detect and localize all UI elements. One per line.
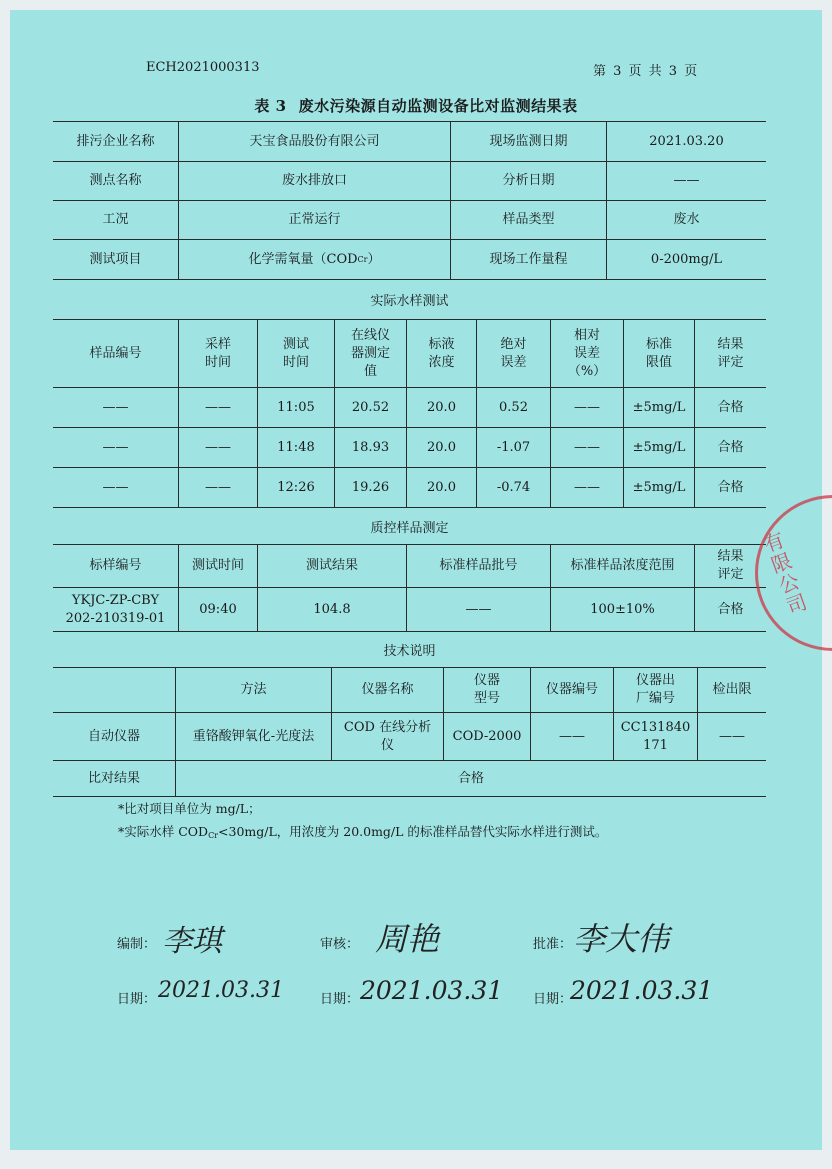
col-abs-error: 绝对 误差 <box>477 320 551 388</box>
cell: 19.26 <box>335 468 407 508</box>
reviewer-label: 审核： <box>320 937 360 952</box>
cell: 0.52 <box>477 388 551 428</box>
date-label-2: 日期： <box>320 992 360 1007</box>
cell: —— <box>551 388 624 428</box>
cell: —— <box>179 428 258 468</box>
label-test-item: 测试项目 <box>53 240 179 280</box>
value-test-item <box>179 240 451 280</box>
label-analysis-date: 分析日期 <box>451 162 607 201</box>
cell: 20.0 <box>407 388 477 428</box>
page-info: 第 3 页 共 3 页 <box>593 64 698 79</box>
approver-label: 批准： <box>533 937 573 952</box>
table-number: 表 3 <box>254 97 287 115</box>
cell: 100±10% <box>551 588 695 632</box>
date-label-3: 日期： <box>533 992 573 1007</box>
compiler-signature: 李琪 <box>162 924 222 959</box>
cell: YKJC-ZP-CBY 202-210319-01 <box>53 588 179 632</box>
col-limit: 标准 限值 <box>624 320 695 388</box>
info-row <box>53 122 766 162</box>
info-row <box>53 240 766 280</box>
cell: —— <box>179 468 258 508</box>
col-sample-id: 样品编号 <box>53 320 179 388</box>
test-item-text: 化学需氧量（COD <box>248 251 358 267</box>
cell: —— <box>698 713 766 761</box>
cell: —— <box>407 588 551 632</box>
note-unit: *比对项目单位为 mg/L； <box>118 801 261 816</box>
approver-signature: 李大伟 <box>573 920 670 958</box>
info-row <box>53 201 766 240</box>
cell: ±5mg/L <box>624 388 695 428</box>
cell: 合格 <box>695 468 766 508</box>
table-row <box>53 588 766 632</box>
col-factory-no: 仪器出 厂编号 <box>614 668 698 713</box>
test-item-subscript: Cr <box>357 254 368 264</box>
cell: —— <box>551 428 624 468</box>
compiler-label: 编制： <box>117 937 157 952</box>
cell: 20.52 <box>335 388 407 428</box>
section-qc-title: 质控样品测定 <box>53 508 766 545</box>
col-inst-no: 仪器编号 <box>531 668 614 713</box>
value-point: 废水排放口 <box>179 162 451 201</box>
label-site-date: 现场监测日期 <box>451 122 607 162</box>
cell: —— <box>551 468 624 508</box>
note-subscript: Cr <box>208 831 219 840</box>
cell: COD 在线分析 仪 <box>332 713 444 761</box>
reviewer-signature: 周艳 <box>375 920 440 958</box>
col-qc-eval: 结果 评定 <box>695 545 766 588</box>
cell: 12:26 <box>258 468 335 508</box>
date-1: 2021.03.31 <box>158 978 284 1003</box>
table-title-text: 废水污染源自动监测设备比对监测结果表 <box>298 97 578 115</box>
label-range: 现场工作量程 <box>451 240 607 280</box>
cell: —— <box>531 713 614 761</box>
col-sampling-time: 采样 时间 <box>179 320 258 388</box>
table-row <box>53 388 766 428</box>
col-qc-test-time: 测试时间 <box>179 545 258 588</box>
info-row <box>53 162 766 201</box>
value-condition: 正常运行 <box>179 201 451 240</box>
value-site-date: 2021.03.20 <box>607 122 766 162</box>
compare-row <box>53 761 766 797</box>
cell: 20.0 <box>407 468 477 508</box>
col-qc-result: 测试结果 <box>258 545 407 588</box>
col-batch-no: 标准样品批号 <box>407 545 551 588</box>
cell: —— <box>53 428 179 468</box>
col-test-time: 测试 时间 <box>258 320 335 388</box>
qc-header-row <box>53 545 766 588</box>
col-conc-range: 标准样品浓度范围 <box>551 545 695 588</box>
cell: 18.93 <box>335 428 407 468</box>
cell: ±5mg/L <box>624 428 695 468</box>
cell: 合格 <box>695 588 766 632</box>
cell: 20.0 <box>407 428 477 468</box>
label-sample-type: 样品类型 <box>451 201 607 240</box>
table-row <box>53 468 766 508</box>
table-row <box>53 713 766 761</box>
cell: 09:40 <box>179 588 258 632</box>
cell: 合格 <box>695 388 766 428</box>
cell: ±5mg/L <box>624 468 695 508</box>
value-analysis-date: —— <box>607 162 766 201</box>
note-text-tail: <30mg/L，用浓度为 20.0mg/L 的标准样品替代实际水样进行测试。 <box>218 824 608 839</box>
col-rel-error: 相对 误差 （%） <box>551 320 624 388</box>
col-blank <box>53 668 176 713</box>
cell: -0.74 <box>477 468 551 508</box>
tech-header-row <box>53 668 766 713</box>
col-detection-limit: 检出限 <box>698 668 766 713</box>
cell: —— <box>53 468 179 508</box>
value-sample-type: 废水 <box>607 201 766 240</box>
cell: 104.8 <box>258 588 407 632</box>
value-range: 0-200mg/L <box>607 240 766 280</box>
col-method: 方法 <box>176 668 332 713</box>
cell: COD-2000 <box>444 713 531 761</box>
date-2: 2021.03.31 <box>360 976 504 1005</box>
compare-value: 合格 <box>176 761 766 797</box>
col-std-id: 标样编号 <box>53 545 179 588</box>
col-result: 结果 评定 <box>695 320 766 388</box>
note-text: *实际水样 COD <box>118 824 209 839</box>
col-std-conc: 标液 浓度 <box>407 320 477 388</box>
table-title <box>10 95 822 116</box>
value-company: 天宝食品股份有限公司 <box>179 122 451 162</box>
cell: 重铬酸钾氧化-光度法 <box>176 713 332 761</box>
col-online-value: 在线仪 器测定 值 <box>335 320 407 388</box>
note-substitute <box>118 822 607 840</box>
seal-text: 有限公司 <box>757 528 811 620</box>
cell: -1.07 <box>477 428 551 468</box>
col-inst-model: 仪器 型号 <box>444 668 531 713</box>
compare-label: 比对结果 <box>53 761 176 797</box>
col-inst-name: 仪器名称 <box>332 668 444 713</box>
actual-header-row <box>53 320 766 388</box>
cell: 11:48 <box>258 428 335 468</box>
date-label-1: 日期： <box>117 992 157 1007</box>
cell: —— <box>179 388 258 428</box>
cell: 合格 <box>695 428 766 468</box>
label-condition: 工况 <box>53 201 179 240</box>
test-item-close: ） <box>367 251 381 267</box>
table-row <box>53 428 766 468</box>
section-tech-title: 技术说明 <box>53 632 766 668</box>
cell: 自动仪器 <box>53 713 176 761</box>
date-3: 2021.03.31 <box>570 976 714 1005</box>
label-point: 测点名称 <box>53 162 179 201</box>
cell: CC131840 171 <box>614 713 698 761</box>
document-id: ECH2021000313 <box>146 60 260 75</box>
cell: 11:05 <box>258 388 335 428</box>
label-company: 排污企业名称 <box>53 122 179 162</box>
report-page <box>10 10 822 1150</box>
cell: —— <box>53 388 179 428</box>
section-actual-title: 实际水样测试 <box>53 280 766 320</box>
